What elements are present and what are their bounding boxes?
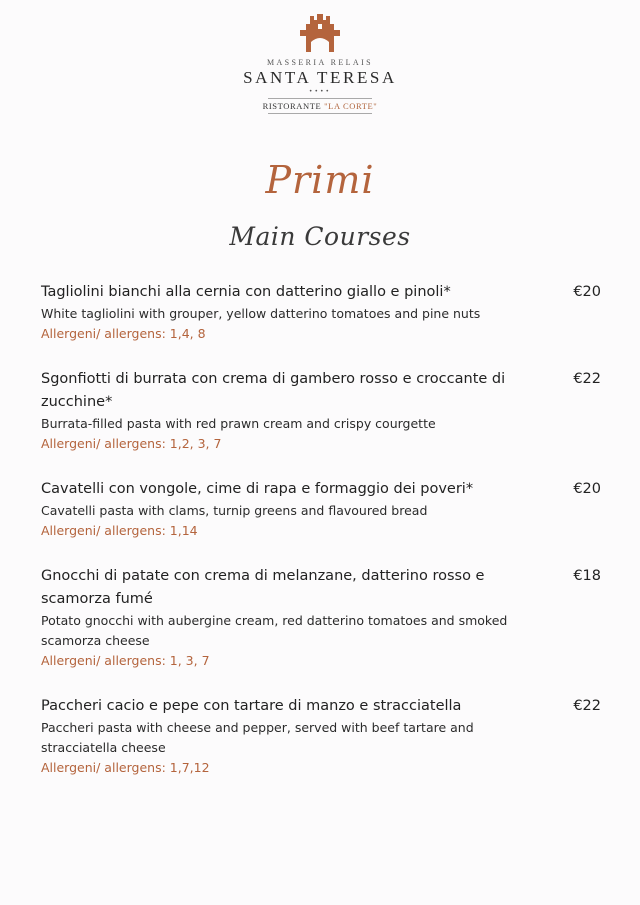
castle-tower-icon xyxy=(296,8,344,52)
star-rating: •••• xyxy=(308,88,332,95)
logo-subtitle: MASSERIA RELAIS xyxy=(266,58,373,67)
dish-description: Paccheri pasta with cheese and pepper, served with beef tartare and stracciatella cheese xyxy=(41,720,474,755)
menu-list xyxy=(41,281,601,802)
menu-item xyxy=(41,368,601,454)
menu-item xyxy=(41,695,601,778)
dish-description: White tagliolini with grouper, yellow datterino tomatoes and pine nuts xyxy=(41,306,481,321)
section-subtitle: Main Courses xyxy=(229,222,411,251)
dish-allergens: Allergeni/ allergens: 1,2, 3, 7 xyxy=(41,436,222,451)
section-title: Primi xyxy=(265,158,375,202)
restaurant-prefix: RISTORANTE xyxy=(262,101,322,111)
dish-price: €22 xyxy=(573,371,601,387)
dish-name: Tagliolini bianchi alla cernia con datterino giallo e pinoli* xyxy=(41,284,451,300)
dish-name: Paccheri cacio e pepe con tartare di manzo e stracciatella xyxy=(41,698,462,714)
dish-allergens: Allergeni/ allergens: 1,4, 8 xyxy=(41,326,206,341)
dish-description: Burrata-filled pasta with red prawn cream and crispy courgette xyxy=(41,416,436,431)
dish-price: €20 xyxy=(573,481,601,497)
dish-name: Sgonfiotti di burrata con crema di gambero rosso e croccante di zucchine* xyxy=(41,371,506,410)
restaurant-logo xyxy=(0,8,640,116)
menu-item xyxy=(41,281,601,344)
dish-description: Cavatelli pasta with clams, turnip greens and flavoured bread xyxy=(41,503,428,518)
dish-allergens: Allergeni/ allergens: 1,14 xyxy=(41,523,198,538)
dish-name: Cavatelli con vongole, cime di rapa e formaggio dei poveri* xyxy=(41,481,474,497)
dish-price: €20 xyxy=(573,284,601,300)
dish-description: Potato gnocchi with aubergine cream, red datterino tomatoes and smoked scamorza cheese xyxy=(41,613,508,648)
logo-name: SANTA TERESA xyxy=(243,68,397,87)
restaurant-name xyxy=(0,101,640,111)
dish-allergens: Allergeni/ allergens: 1,7,12 xyxy=(41,760,210,775)
dish-price: €22 xyxy=(573,698,601,714)
dish-name: Gnocchi di patate con crema di melanzane, datterino rosso e scamorza fumé xyxy=(41,568,485,607)
logo-divider xyxy=(268,98,372,99)
logo-divider-bottom xyxy=(268,113,372,114)
menu-item xyxy=(41,478,601,541)
dish-allergens: Allergeni/ allergens: 1, 3, 7 xyxy=(41,653,210,668)
menu-item xyxy=(41,565,601,671)
restaurant-accent: "LA CORTE" xyxy=(324,101,378,111)
dish-price: €18 xyxy=(573,568,601,584)
